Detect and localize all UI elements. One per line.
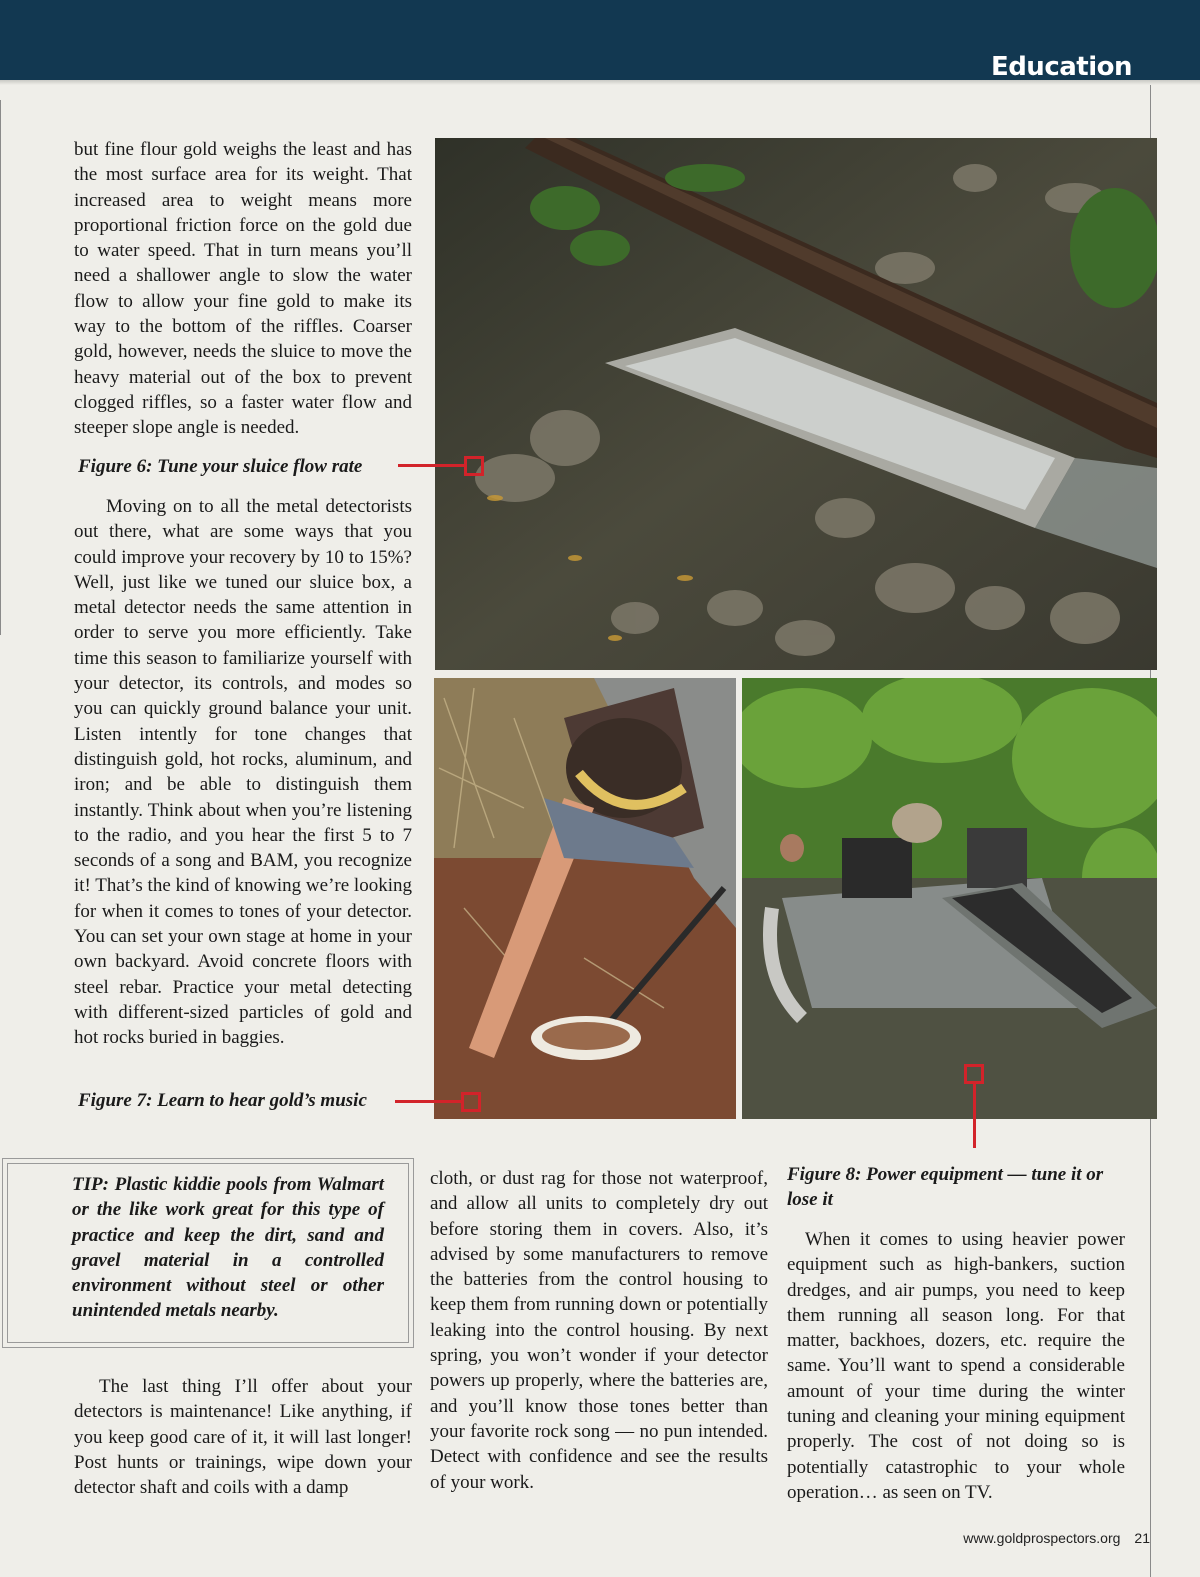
bottom-column-3 bbox=[787, 1227, 1125, 1505]
figure-8-pointer bbox=[973, 1084, 976, 1148]
paragraph-maintenance: The last thing I’ll offer about your detectors is maintenance! Like anything, if you keep good care of it, it will last longer! Post hunts or trainings, wipe down your detector shaft and coils with a damp bbox=[74, 1376, 412, 1499]
column-1-middle bbox=[74, 494, 412, 1051]
dredge-photo bbox=[742, 678, 1157, 1119]
figure-7-marker bbox=[461, 1092, 481, 1112]
bottom-column-1 bbox=[74, 1374, 412, 1500]
paragraph-maintenance-cont: cloth, or dust rag for those not waterproof, and allow all units to completely dry out before storing them in covers. Also, it’s advised by some manufacturers to remove the batteries from the control housing to keep them from running down or potentially leaking into the control housing. By next spring, you won’t wonder if your detector powers up properly, where the batteries are, and you’ll know those tones better than your favorite rock song — no pun intended. Detect with confidence and see the results of your work. bbox=[430, 1168, 768, 1493]
figure-7-pointer bbox=[395, 1100, 461, 1103]
paragraph-power-equipment: When it comes to using heavier power equipment such as high-bankers, suction dredges, and air pumps, you need to keep them running all season long. For that matter, backhoes, dozers, etc. require the same. You’ll want to spend a considerable amount of your time during the winter tuning and cleaning your mining equipment properly. The cost of not doing so is potentially catastrophic to your whole operation… as seen on TV. bbox=[787, 1229, 1125, 1503]
page-number: 21 bbox=[1134, 1530, 1150, 1546]
footer-url: www.goldprospectors.org bbox=[963, 1530, 1121, 1546]
section-title: Education bbox=[990, 52, 1132, 82]
figure-6-pointer bbox=[398, 464, 464, 467]
paragraph-detector: Moving on to all the metal detectorists out there, what are some ways that you could improve your recovery by 10 to 15%? Well, just like we tuned our sluice box, a metal detector needs the same attention in order to serve you more efficiently. Take time this season to familiarize yourself with your detector, its controls, and modes so you can quickly ground balance your unit. Listen intently for tone changes that distinguish gold, hot rocks, aluminum, and iron; and be able to distinguish them instantly. Think about when you’re listening to the radio, and you hear the first 5 to 7 seconds of a song and BAM, you recognize it! That’s the kind of knowing we’re looking for when it comes to tones of your detector. You can set your own stage at home in your own backyard. Avoid concrete floors with steel rebar. Practice your metal detecting with different-sized particles of gold and hot rocks buried in baggies. bbox=[74, 496, 412, 1049]
column-1-top bbox=[74, 137, 412, 441]
detector-photo bbox=[434, 678, 736, 1119]
figure-8-marker bbox=[964, 1064, 984, 1084]
sluice-photo bbox=[435, 138, 1157, 670]
paragraph-sluice: but fine flour gold weighs the least and has the most surface area for its weight. That increased area to weight means more proportional friction force on the gold due to water speed. That in turn means you’ll need a shallower angle to slow the water flow to allow your fine gold to make its way to the bottom of the riffles. Coarser gold, however, needs the sluice to move the heavy material out of the box to prevent clogged riffles, so a faster water flow and steeper slope angle is needed. bbox=[74, 139, 412, 439]
figure-6-marker bbox=[464, 456, 484, 476]
page-footer bbox=[963, 1530, 1150, 1546]
left-margin-rule bbox=[0, 100, 1, 635]
figure-7-caption: Figure 7: Learn to hear gold’s music bbox=[78, 1090, 367, 1111]
bottom-column-2 bbox=[430, 1166, 768, 1495]
figure-6-caption: Figure 6: Tune your sluice flow rate bbox=[78, 456, 363, 477]
tip-text: TIP: Plastic kiddie pools from Walmart or the like work great for this type of practice and keep the dirt, sand and gravel material in a controlled environment without steel or other unintended metals nearby. bbox=[72, 1174, 384, 1322]
figure-8-caption: Figure 8: Power equipment — tune it or lose it bbox=[787, 1164, 1104, 1210]
